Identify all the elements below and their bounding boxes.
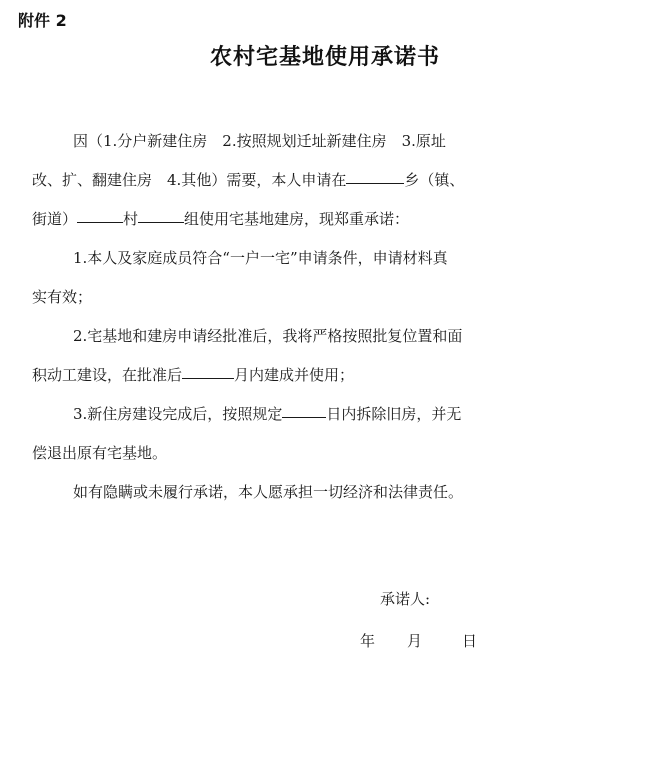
commitment3-line1 <box>32 395 592 434</box>
paragraph1-line3 <box>32 200 592 239</box>
commitment2-line2 <box>32 356 592 395</box>
commitment-text: 积动工建设，在批准后 <box>32 366 183 384</box>
months-blank <box>182 356 234 379</box>
date-line <box>360 630 477 651</box>
township-blank <box>346 161 404 184</box>
commitment-text: 日内拆除旧房，并无 <box>326 405 462 423</box>
paragraph1-text: 因（1.分户新建住房 2.按照规划迁址新建住房 3.原址 <box>73 132 446 150</box>
commitment-text: 1.本人及家庭成员符合“一户一宅”申请条件，申请材料真 <box>73 249 448 267</box>
paragraph1-line2 <box>32 161 592 200</box>
village-blank <box>77 200 123 223</box>
document-body <box>32 122 592 512</box>
signer-label: 承诺人: <box>380 590 431 608</box>
closing-text: 如有隐瞒或未履行承诺，本人愿承担一切经济和法律责任。 <box>73 483 464 501</box>
paragraph1-line1 <box>32 122 592 161</box>
paragraph1-text: 街道） <box>32 210 78 228</box>
closing-line <box>32 473 592 512</box>
commitment1-line2 <box>32 278 592 317</box>
attachment-label: 附件 2 <box>18 11 67 30</box>
commitment-text: 3.新住房建设完成后，按照规定 <box>73 405 283 423</box>
commitment1-line1 <box>32 239 592 278</box>
paragraph1-text: 改、扩、翻建住房 4.其他）需要，本人申请在 <box>32 171 347 189</box>
group-blank <box>138 200 184 223</box>
commitment-text: 月内建成并使用； <box>234 366 355 384</box>
paragraph1-text: 村 <box>123 210 139 228</box>
document-title: 农村宅基地使用承诺书 <box>209 44 440 70</box>
commitment-text: 偿退出原有宅基地。 <box>32 444 168 462</box>
commitment-text: 实有效； <box>32 288 93 306</box>
paragraph1-text: 乡（镇、 <box>404 171 465 189</box>
date-month-label: 月 <box>407 632 423 650</box>
days-blank <box>282 395 326 418</box>
commitment2-line1 <box>32 317 592 356</box>
commitment3-line2 <box>32 434 592 473</box>
paragraph1-text: 组使用宅基地建房，现郑重承诺： <box>184 210 410 228</box>
date-day-label: 日 <box>462 632 478 650</box>
commitment-text: 2.宅基地和建房申请经批准后，我将严格按照批复位置和面 <box>73 327 463 345</box>
date-year-label: 年 <box>360 632 376 650</box>
